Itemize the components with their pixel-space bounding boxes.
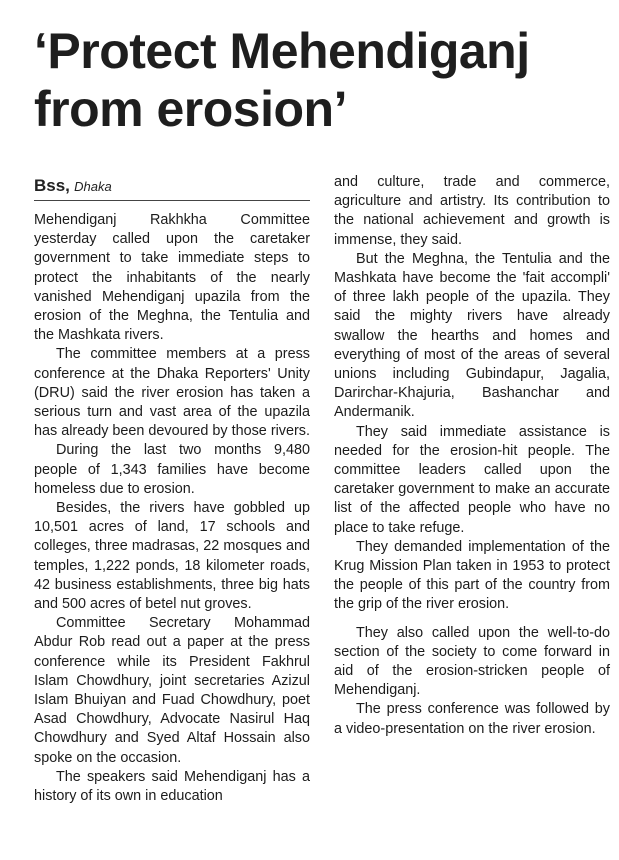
byline-divider xyxy=(34,200,310,201)
paragraph: The speakers said Mehendiganj has a history of its own in education xyxy=(34,768,310,805)
byline-place: Dhaka xyxy=(74,179,112,194)
article-column-2 xyxy=(334,173,610,739)
paragraph: They said immediate assistance is needed for the erosion-hit people. The committee leaders called upon the caretaker government to make an accurate list of the affected people who have no place to take refuge. xyxy=(334,423,610,536)
byline-agency: Bss, xyxy=(34,176,70,195)
paragraph: Mehendiganj Rakhkha Committee yesterday called upon the caretaker government to take immediate steps to protect the inhabitants of the nearly vanished Mehendiganj upazila from the erosion of the Meghna, the Tentulia and the Mashkata rivers. xyxy=(34,212,310,344)
paragraph: During the last two months 9,480 people of 1,343 families have become homeless due to erosion. xyxy=(34,442,310,497)
paragraph: Committee Secretary Mohammad Abdur Rob read out a paper at the press conference while its President Fakhrul Islam Chowdhury, joint secretaries Azizul Islam Bhuiyan and Fuad Chowdhury, poet Asad Chowdhury, Advocate Nasirul Haq Chowdhury and Syed Altaf Hossain also spoke on the occasion. xyxy=(34,615,310,766)
paragraph: They demanded implementation of the Krug Mission Plan taken in 1953 to protect the people of this part of the country from the grip of the river erosion. xyxy=(334,538,610,613)
paragraph: The committee members at a press conference at the Dhaka Reporters' Unity (DRU) said the river erosion has taken a serious turn and vast area of the upazila has already been devoured by those rivers. xyxy=(34,346,310,440)
paragraph: and culture, trade and commerce, agriculture and artistry. Its contribution to the national achievement and growth is immense, they said. xyxy=(334,174,610,248)
article-column-1 xyxy=(34,211,310,806)
paragraph: Besides, the rivers have gobbled up 10,501 acres of land, 17 schools and colleges, three madrasas, 22 mosques and temples, 1,222 ponds, 18 kilometer roads, 42 business establishments, three big hats and 500 acres of betel nut groves. xyxy=(34,500,310,613)
byline xyxy=(34,176,310,197)
paragraph: The press conference was followed by a video-presentation on the river erosion. xyxy=(334,701,610,737)
paragraph: But the Meghna, the Tentulia and the Mashkata have become the 'fait accompli' of three lakh people of the upazila. They said the mighty rivers have already swallow the hearths and homes and everything of most of the areas of several unions including Gubindapur, Jagalia, Darirchar-Khajuria, Bashanchar and Andermanik. xyxy=(334,250,610,421)
headline xyxy=(34,22,594,138)
headline-line-2: from erosion’ xyxy=(34,81,347,137)
paragraph: They also called upon the well-to-do section of the society to come forward in aid of the erosion-stricken people of Mehendiganj. xyxy=(334,624,610,699)
headline-line-1: ‘Protect Mehendiganj xyxy=(34,23,530,79)
